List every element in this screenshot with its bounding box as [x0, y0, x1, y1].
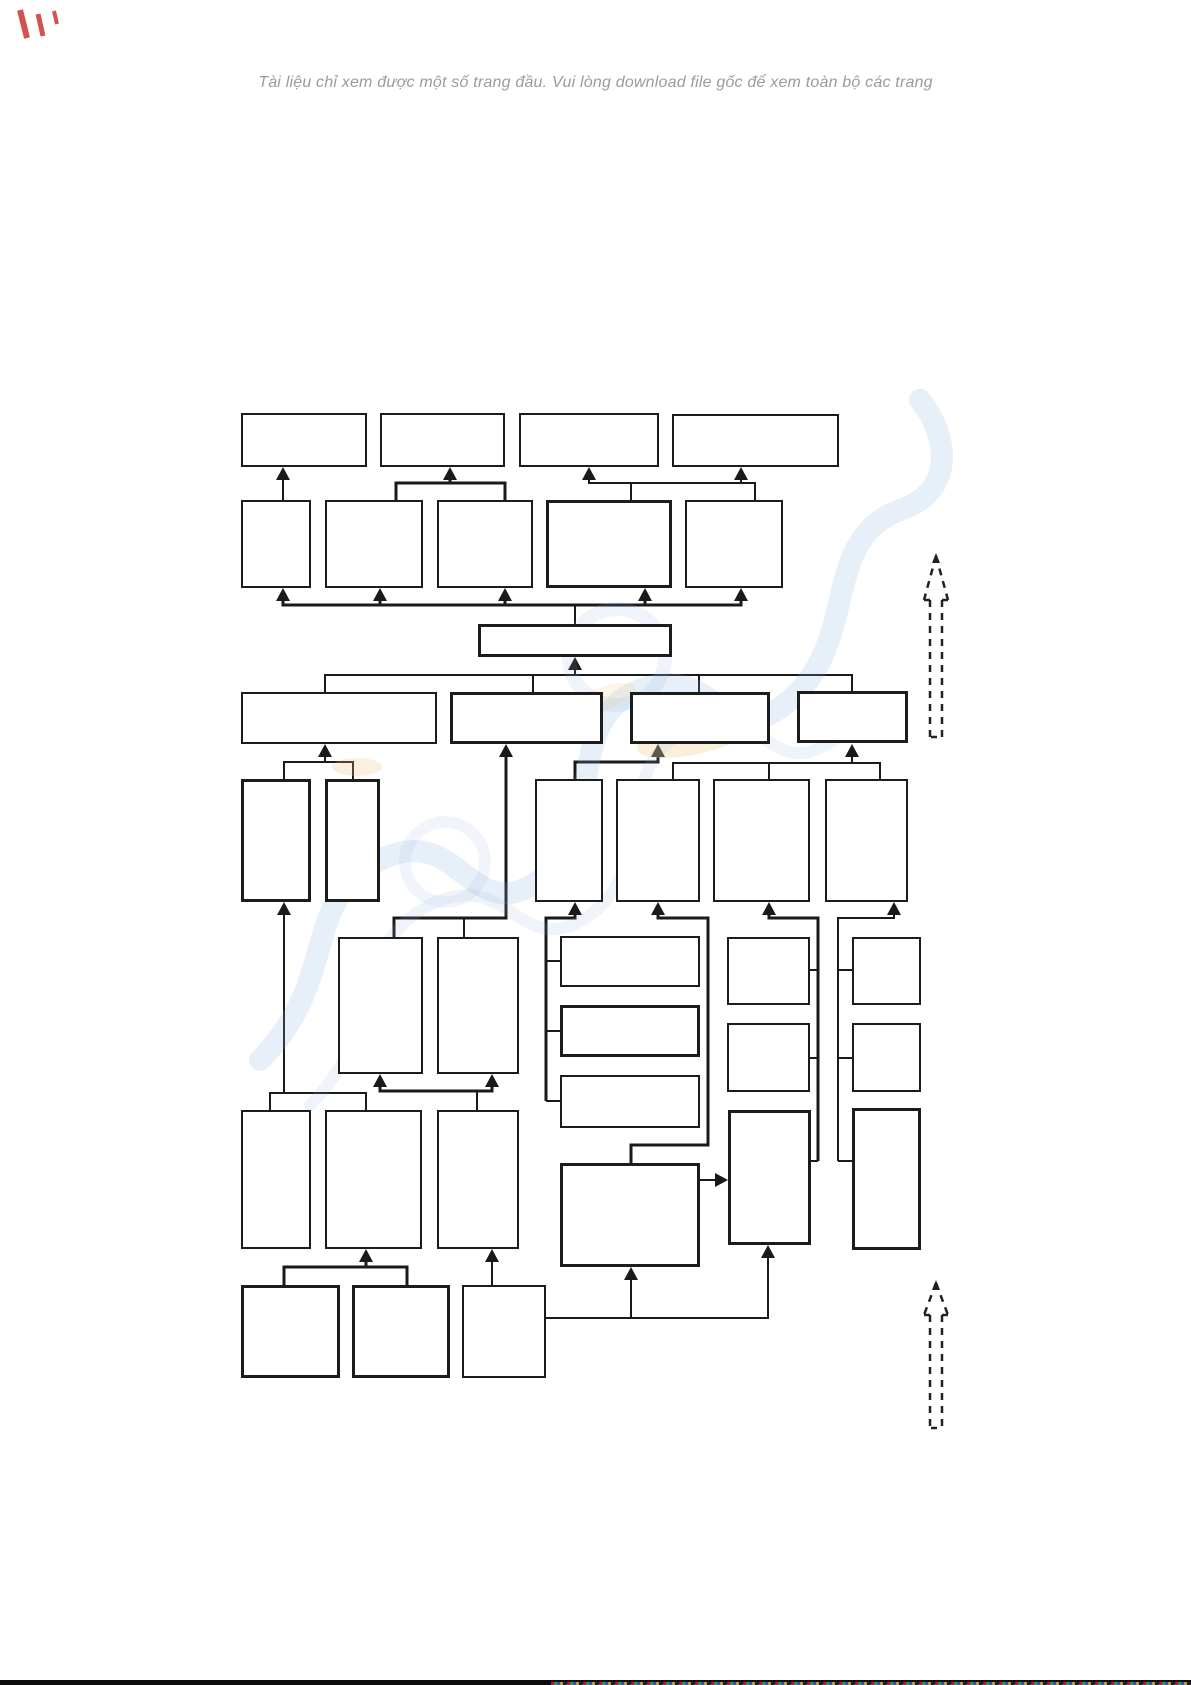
diagram-box-r5b2: [325, 779, 380, 902]
diagram-box-f3: [560, 1075, 700, 1128]
diagram-box-t2: [325, 1110, 422, 1249]
diagram-box-r2b5: [685, 500, 783, 588]
diagram-box-r4b4: [797, 691, 908, 743]
diagram-box-r4b3: [630, 692, 770, 744]
diagram-box-f1: [560, 936, 700, 987]
preview-limit-notice: Tài liệu chỉ xem được một số trang đầu. Vui lòng download file gốc để xem toàn bộ các trang: [258, 74, 933, 91]
diagram-box-u3: [462, 1285, 546, 1378]
diagram-box-h1: [852, 937, 921, 1005]
diagram-box-g2: [727, 1023, 810, 1092]
diagram-box-t1: [241, 1110, 311, 1249]
diagram-box-u2: [352, 1285, 450, 1378]
diagram-box-r1b2: [380, 413, 505, 467]
diagram-box-big: [560, 1163, 700, 1267]
site-logo-fragment: [8, 2, 78, 48]
diagram-box-r5b5: [713, 779, 810, 902]
diagram-box-r2b1: [241, 500, 311, 588]
logo-stroke: [38, 14, 43, 36]
diagram-box-t3: [437, 1110, 519, 1249]
diagram-box-v2: [852, 1108, 921, 1250]
diagram-box-g1: [727, 937, 810, 1005]
diagram-box-center: [478, 624, 672, 657]
diagram-box-f2: [560, 1005, 700, 1057]
diagram-box-h2: [852, 1023, 921, 1092]
diagram-box-r2b3: [437, 500, 533, 588]
logo-stroke: [54, 11, 57, 24]
logo-stroke: [20, 10, 27, 38]
diagram-box-r5b6: [825, 779, 908, 902]
diagram-box-m2: [437, 937, 519, 1074]
diagram-box-r5b4: [616, 779, 700, 902]
diagram-box-r1b4: [672, 414, 839, 467]
diagram-box-r2b4: [546, 500, 672, 588]
diagram-box-r4b1: [241, 692, 437, 744]
diagram-box-r5b1: [241, 779, 311, 902]
diagram-box-r4b2: [450, 692, 603, 744]
diagram-box-u1: [241, 1285, 340, 1378]
diagram-box-m1: [338, 937, 423, 1074]
diagram-box-r1b3: [519, 413, 659, 467]
diagram-box-r1b1: [241, 413, 367, 467]
diagram-box-v1: [728, 1110, 811, 1245]
diagram-box-r2b2: [325, 500, 423, 588]
diagram-box-r5b3: [535, 779, 603, 902]
